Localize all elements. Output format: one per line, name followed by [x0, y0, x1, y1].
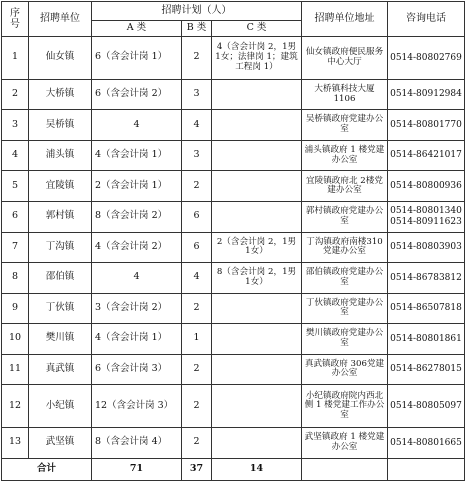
row-c: 8（含会计岗 2，1男 1女） — [212, 263, 302, 294]
row-address: 真武镇政府 306党建办公室 — [302, 354, 388, 385]
table-row — [2, 385, 465, 428]
row-b: 6 — [182, 232, 212, 263]
header-b: B 类 — [182, 21, 212, 37]
table-row — [2, 37, 465, 80]
row-a: 8（含会计岗 2） — [92, 201, 182, 232]
row-no: 2 — [2, 79, 29, 110]
table-row — [2, 324, 465, 355]
row-address: 武坚镇政府 1 楼党建办公室 — [302, 428, 388, 459]
table-row — [2, 140, 465, 171]
row-b: 2 — [182, 385, 212, 428]
row-unit: 樊川镇 — [29, 324, 92, 355]
row-phone: 0514-86783812 — [388, 263, 465, 294]
row-a: 8（含会计岗 4） — [92, 428, 182, 459]
row-c — [212, 385, 302, 428]
row-phone: 0514-80801861 — [388, 324, 465, 355]
row-c — [212, 428, 302, 459]
row-no: 9 — [2, 293, 29, 324]
total-label: 合计 — [2, 458, 92, 480]
row-unit: 吴桥镇 — [29, 110, 92, 141]
header-seq: 序 号 — [2, 2, 29, 37]
header-plan: 招聘计划（人） — [92, 2, 302, 21]
row-a: 12（含会计岗 3） — [92, 385, 182, 428]
row-a: 4 — [92, 263, 182, 294]
header-a: A 类 — [92, 21, 182, 37]
row-b: 6 — [182, 201, 212, 232]
row-b: 3 — [182, 79, 212, 110]
row-address: 郭村镇政府党建办公室 — [302, 201, 388, 232]
row-c: 4（含会计岗 2，1男 1女；法律岗 1；建筑工程岗 1） — [212, 37, 302, 80]
row-phone: 0514-80801340 0514-80911623 — [388, 201, 465, 232]
row-no: 4 — [2, 140, 29, 171]
row-b: 2 — [182, 171, 212, 202]
row-phone: 0514-80805097 — [388, 385, 465, 428]
row-phone: 0514-86421017 — [388, 140, 465, 171]
row-address: 丁沟镇政府南楼310 党建办公室 — [302, 232, 388, 263]
row-no: 10 — [2, 324, 29, 355]
row-unit: 丁沟镇 — [29, 232, 92, 263]
row-no: 3 — [2, 110, 29, 141]
table-row — [2, 263, 465, 294]
row-b: 2 — [182, 293, 212, 324]
row-b: 2 — [182, 354, 212, 385]
row-a: 2（含会计岗 1） — [92, 171, 182, 202]
row-phone: 0514-80912984 — [388, 79, 465, 110]
row-a: 6（含会计岗 3） — [92, 354, 182, 385]
row-no: 13 — [2, 428, 29, 459]
row-unit: 真武镇 — [29, 354, 92, 385]
row-b: 2 — [182, 428, 212, 459]
recruitment-table — [1, 1, 465, 481]
row-phone: 0514-80801770 — [388, 110, 465, 141]
header-c: C 类 — [212, 21, 302, 37]
row-address: 吴桥镇政府党建办公室 — [302, 110, 388, 141]
header-address: 招聘单位地址 — [302, 2, 388, 37]
row-address: 宜陵镇政府北 2楼党建办公室 — [302, 171, 388, 202]
row-unit: 仙女镇 — [29, 37, 92, 80]
row-address: 樊川镇政府党建办公室 — [302, 324, 388, 355]
row-phone: 0514-80802769 — [388, 37, 465, 80]
total-b: 37 — [182, 458, 212, 480]
row-c — [212, 79, 302, 110]
row-c — [212, 201, 302, 232]
table-row — [2, 293, 465, 324]
header-unit: 招聘单位 — [29, 2, 92, 37]
row-c — [212, 354, 302, 385]
row-a: 6（含会计岗 2） — [92, 79, 182, 110]
row-no: 5 — [2, 171, 29, 202]
row-no: 12 — [2, 385, 29, 428]
row-address: 邵伯镇政府党建办公室 — [302, 263, 388, 294]
row-b: 2 — [182, 37, 212, 80]
row-no: 11 — [2, 354, 29, 385]
total-a: 71 — [92, 458, 182, 480]
row-no: 1 — [2, 37, 29, 80]
row-phone: 0514-86507818 — [388, 293, 465, 324]
row-unit: 小纪镇 — [29, 385, 92, 428]
table-row — [2, 428, 465, 459]
table-row — [2, 201, 465, 232]
row-c — [212, 110, 302, 141]
row-unit: 浦头镇 — [29, 140, 92, 171]
row-phone: 0514-86278015 — [388, 354, 465, 385]
row-address: 丁伙镇政府党建办公室 — [302, 293, 388, 324]
row-a: 3（含会计岗 2） — [92, 293, 182, 324]
row-no: 7 — [2, 232, 29, 263]
table-row — [2, 171, 465, 202]
row-unit: 郭村镇 — [29, 201, 92, 232]
table-row — [2, 232, 465, 263]
row-a: 4（含会计岗 1） — [92, 140, 182, 171]
row-b: 4 — [182, 263, 212, 294]
row-no: 6 — [2, 201, 29, 232]
table-row — [2, 110, 465, 141]
row-a: 6（含会计岗 1） — [92, 37, 182, 80]
row-a: 4（含会计岗 2） — [92, 232, 182, 263]
total-address-empty — [302, 458, 388, 480]
row-c — [212, 324, 302, 355]
row-address: 大桥镇科技大厦1106 — [302, 79, 388, 110]
row-b: 1 — [182, 324, 212, 355]
row-c — [212, 171, 302, 202]
row-no: 8 — [2, 263, 29, 294]
row-a: 4（含会计岗 1） — [92, 324, 182, 355]
row-phone: 0514-80801665 — [388, 428, 465, 459]
row-b: 3 — [182, 140, 212, 171]
row-c: 2（含会计岗 2，1男 1女） — [212, 232, 302, 263]
header-phone: 咨询电话 — [388, 2, 465, 37]
total-c: 14 — [212, 458, 302, 480]
row-phone: 0514-80803903 — [388, 232, 465, 263]
row-address: 小纪镇政府院内西北侧 1 楼党建工作办公室 — [302, 385, 388, 428]
table-row — [2, 354, 465, 385]
row-unit: 邵伯镇 — [29, 263, 92, 294]
row-b: 4 — [182, 110, 212, 141]
row-c — [212, 293, 302, 324]
row-unit: 丁伙镇 — [29, 293, 92, 324]
row-phone: 0514-80800936 — [388, 171, 465, 202]
row-unit: 宜陵镇 — [29, 171, 92, 202]
row-address: 浦头镇政府 1 楼党建办公室 — [302, 140, 388, 171]
row-a: 4 — [92, 110, 182, 141]
total-phone-empty — [388, 458, 465, 480]
row-unit: 大桥镇 — [29, 79, 92, 110]
row-address: 仙女镇政府便民服务中心大厅 — [302, 37, 388, 80]
row-unit: 武坚镇 — [29, 428, 92, 459]
row-c — [212, 140, 302, 171]
total-row — [2, 458, 465, 480]
table-row — [2, 79, 465, 110]
